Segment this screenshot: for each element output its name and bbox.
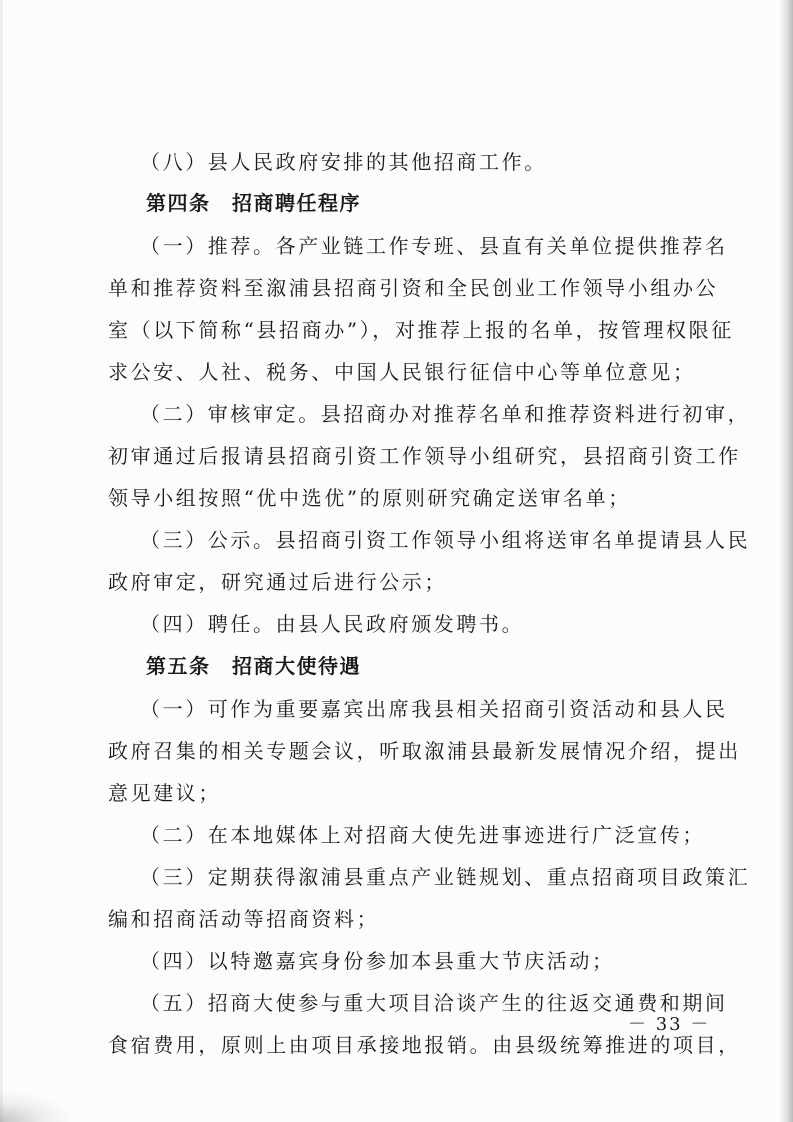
paragraph-line: 食宿费用，原则上由项目承接地报销。由县级统筹推进的项目，	[108, 1033, 741, 1057]
paragraph-line: 求公安、人社、税务、中国人民银行征信中心等单位意见；	[108, 360, 696, 384]
paragraph-line: （四）以特邀嘉宾身份参加本县重大节庆活动；	[140, 949, 615, 973]
article-heading: 第五条 招商大使待遇	[146, 654, 361, 678]
scan-right-edge	[779, 0, 793, 1122]
paragraph-line: 政府召集的相关专题会议，听取溆浦县最新发展情况介绍，提出	[108, 739, 741, 763]
paragraph-line: 编和招商活动等招商资料；	[108, 907, 380, 931]
paragraph-line: （一）推荐。各产业链工作专班、县直有关单位提供推荐名	[140, 234, 728, 258]
paragraph-line: 室（以下简称“县招商办”），对推荐上报的名单，按管理权限征	[108, 318, 734, 342]
paragraph-line: （三）定期获得溆浦县重点产业链规划、重点招商项目政策汇	[140, 865, 751, 889]
paragraph-line: （三）公示。县招商引资工作领导小组将送审名单提请县人民	[140, 528, 751, 552]
paragraph-line: （四）聘任。由县人民政府颁发聘书。	[140, 612, 525, 636]
article-heading: 第四条 招商聘任程序	[146, 191, 361, 215]
paragraph-line: （五）招商大使参与重大项目洽谈产生的往返交通费和期间	[140, 991, 728, 1015]
paragraph-line: 单和推荐资料至溆浦县招商引资和全民创业工作领导小组办公	[108, 276, 719, 300]
paragraph-line: 意见建议；	[108, 781, 221, 805]
scan-corner-shadow	[0, 1092, 70, 1122]
paragraph-line: （一）可作为重要嘉宾出席我县相关招商引资活动和县人民	[140, 697, 728, 721]
paragraph-line: 政府审定，研究通过后进行公示；	[108, 570, 447, 594]
paragraph-line: （二）审核审定。县招商办对推荐名单和推荐资料进行初审，	[140, 402, 751, 426]
paragraph-line: 领导小组按照“优中选优”的原则研究确定送审名单；	[108, 486, 631, 510]
paragraph-line: （八）县人民政府安排的其他招商工作。	[140, 150, 547, 174]
paragraph-line: 初审通过后报请县招商引资工作领导小组研究，县招商引资工作	[108, 444, 741, 468]
paragraph-line: （二）在本地媒体上对招商大使先进事迹进行广泛宣传；	[140, 823, 705, 847]
scan-left-edge	[0, 0, 3, 1122]
page-number: － 33 －	[628, 1014, 711, 1035]
